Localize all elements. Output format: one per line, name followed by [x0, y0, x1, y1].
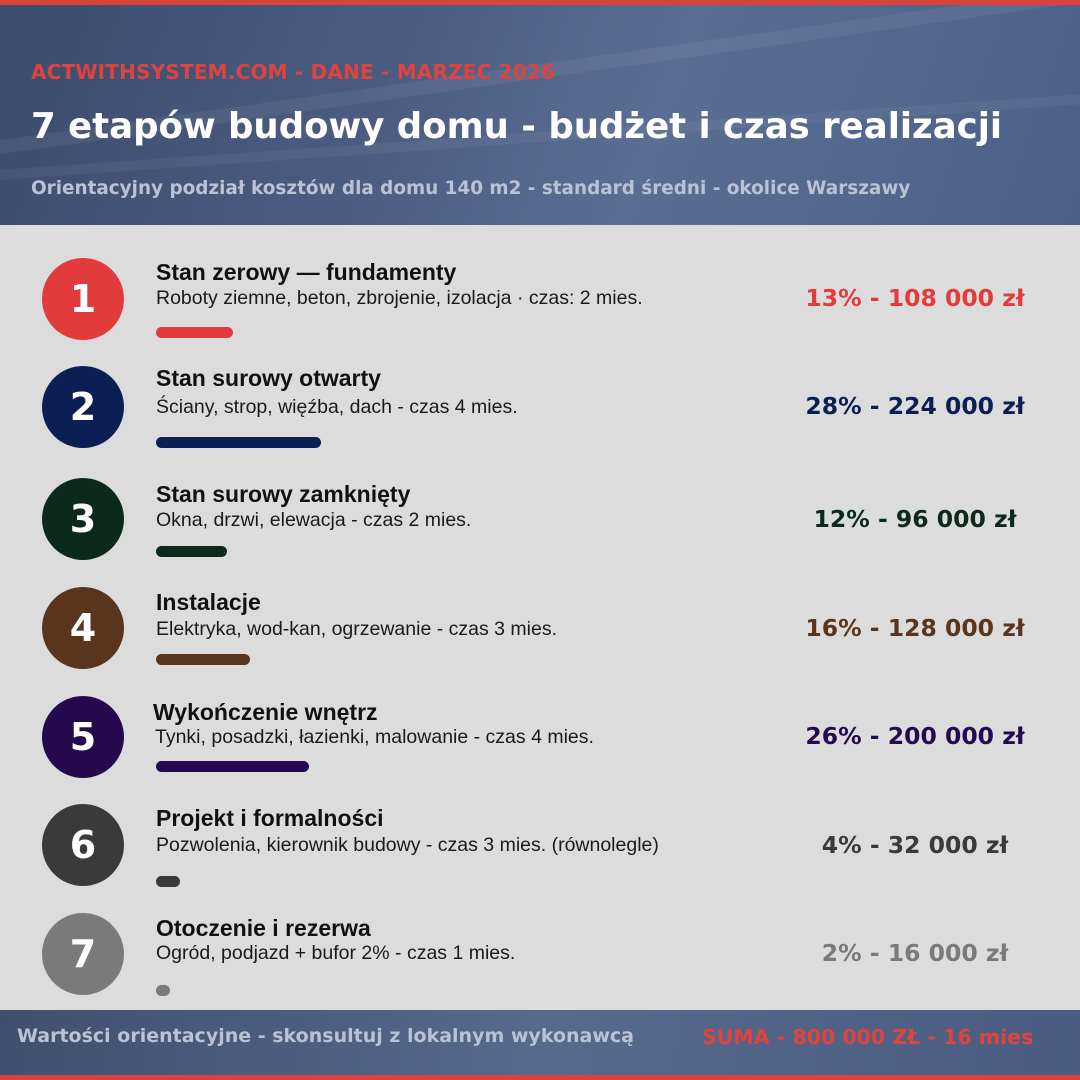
stage-3-description: Okna, drzwi, elewacja - czas 2 mies. — [156, 509, 472, 531]
source-label: ACTWITHSYSTEM.COM - DANE - MARZEC 2026 — [31, 60, 556, 84]
stage-5-share-bar — [156, 761, 309, 772]
stage-2-share-bar — [156, 437, 321, 448]
stage-4-description: Elektryka, wod-kan, ogrzewanie - czas 3 mies. — [156, 618, 557, 640]
stage-4-number-badge: 4 — [42, 587, 124, 669]
stage-4-share-bar — [156, 654, 250, 665]
stage-4-name: Instalacje — [156, 589, 261, 615]
stage-1-name: Stan zerowy — fundamenty — [156, 259, 457, 285]
footer-disclaimer: Wartości orientacyjne - skonsultuj z lokalnym wykonawcą — [17, 1025, 634, 1047]
stage-2-value: 28% - 224 000 zł — [805, 392, 1025, 420]
page-subtitle: Orientacyjny podział kosztów dla domu 140 m2 - standard średni - okolice Warszawy — [31, 178, 911, 199]
stage-3-number-badge: 3 — [42, 478, 124, 560]
stage-6-share-bar — [156, 876, 180, 887]
stage-2-number-badge: 2 — [42, 366, 124, 448]
stage-5-name: Wykończenie wnętrz — [153, 699, 378, 725]
stage-3-name: Stan surowy zamknięty — [156, 481, 411, 507]
stage-5-number-badge: 5 — [42, 696, 124, 778]
stage-3-value: 12% - 96 000 zł — [813, 505, 1017, 533]
footer-total: SUMA - 800 000 ZŁ - 16 mies — [702, 1025, 1034, 1049]
stage-7-name: Otoczenie i rezerwa — [156, 915, 371, 941]
stage-2-name: Stan surowy otwarty — [156, 365, 381, 391]
stage-5-value: 26% - 200 000 zł — [805, 722, 1025, 750]
bottom-accent-bar — [0, 1075, 1080, 1080]
stage-6-description: Pozwolenia, kierownik budowy - czas 3 mies. (równolegle) — [156, 834, 659, 856]
stage-1-number-badge: 1 — [42, 258, 124, 340]
stage-1-value: 13% - 108 000 zł — [805, 284, 1025, 312]
stage-7-share-bar — [156, 985, 170, 996]
stage-4-value: 16% - 128 000 zł — [805, 614, 1025, 642]
stage-7-number-badge: 7 — [42, 913, 124, 995]
stage-6-number-badge: 6 — [42, 804, 124, 886]
stage-6-value: 4% - 32 000 zł — [821, 831, 1009, 859]
stage-2-description: Ściany, strop, więźba, dach - czas 4 mies. — [156, 396, 518, 418]
stage-7-value: 2% - 16 000 zł — [821, 939, 1009, 967]
stage-1-share-bar — [156, 327, 233, 338]
top-accent-bar — [0, 0, 1080, 5]
page-title: 7 etapów budowy domu - budżet i czas realizacji — [31, 106, 1003, 147]
stage-1-description: Roboty ziemne, beton, zbrojenie, izolacja · czas: 2 mies. — [156, 287, 643, 309]
stage-6-name: Projekt i formalności — [156, 805, 384, 831]
stage-5-description: Tynki, posadzki, łazienki, malowanie - czas 4 mies. — [155, 726, 594, 748]
stage-3-share-bar — [156, 546, 227, 557]
stage-7-description: Ogród, podjazd + bufor 2% - czas 1 mies. — [156, 942, 516, 964]
